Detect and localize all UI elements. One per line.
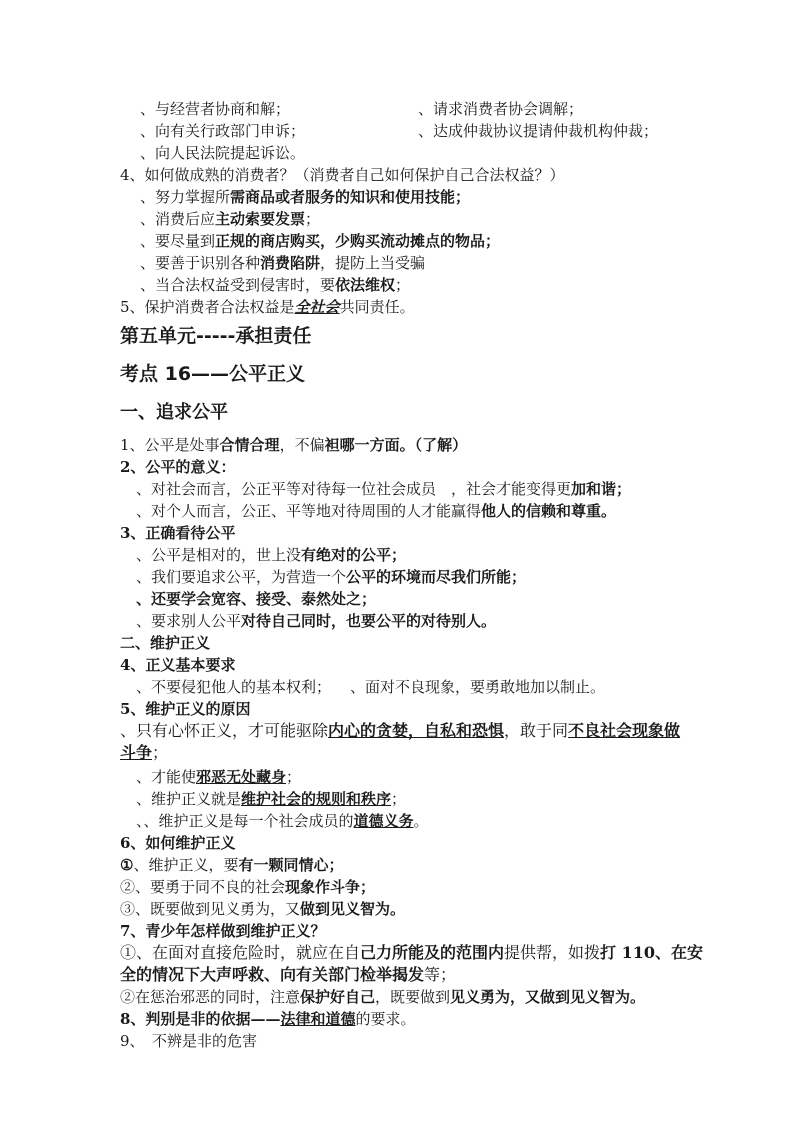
s2-line-9: 9、 不辨是非的危害: [120, 1032, 258, 1050]
s2-l7b-mid: ，既要做到: [375, 988, 451, 1006]
s2-line-5a-cont: [120, 742, 168, 764]
s1-l1-post: 。（了解）: [399, 436, 468, 454]
s2-l7a-pre: ①、在面对直接危险时，就应在自: [120, 943, 361, 962]
s1-line-3d: [136, 610, 496, 632]
section-2-title: 二、维护正义: [120, 634, 211, 652]
q4-l5-post: ；: [395, 276, 411, 294]
s1-l3a-pre: 、公平是相对的，世上没: [136, 546, 302, 564]
s2-l5a2-post: ；: [152, 743, 169, 762]
s2-l6a-bold: 有一颗同情心；: [238, 856, 344, 874]
s2-line-4b: 、面对不良现象，要勇敢地加以制止。: [350, 678, 606, 696]
rights-item-2a: 、向有关行政部门申诉；: [140, 122, 306, 140]
s2-l5b-ub: 邪恶无处藏身: [196, 768, 287, 786]
q4-l4-pre: 、要善于识别各种: [140, 254, 261, 272]
s1-heading-2: 2、公平的意义：: [120, 458, 236, 476]
s2-l6c-mark: ③: [120, 900, 136, 918]
s2-l5b-post: ；: [286, 768, 302, 786]
s2-line-7b: [120, 986, 645, 1008]
s2-line-6c: [120, 898, 405, 920]
s1-l3a-bold: 有绝对的公平；: [301, 546, 407, 564]
q4-l3-bold: 正规的商店购买，少购买流动摊点的物品；: [215, 232, 501, 250]
s1-l2b-pre: 、对个人而言，公正、平等地对待周围的人才能赢得: [136, 502, 482, 520]
s1-l2b-bold: 他人的信赖和尊重。: [481, 502, 617, 520]
s2-l7a-mid: 提供帮，如拨: [504, 943, 601, 962]
q5-pre: 5、保护消费者合法权益是: [120, 298, 295, 316]
q4-line-4: [140, 252, 425, 274]
s2-l7a2-bold: 全的情况下大声呼救、向有关部门检举揭发: [120, 965, 425, 984]
s2-heading-4: 4、正义基本要求: [120, 656, 236, 674]
s1-l3b-bold: 公平的环境而尽我们所能；: [346, 568, 527, 586]
s1-l3d-pre: 、要求别人公平: [136, 612, 242, 630]
s1-l1-pre: 1、公平是处事: [120, 436, 220, 454]
s2-l6a-pre: 、维护正义，要: [133, 856, 239, 874]
s2-l5c-post: ；: [391, 790, 407, 808]
s2-l5d-pre: 、、维护正义是每一个社会成员的: [136, 812, 354, 830]
s2-l6b-bold: 现象作斗争；: [285, 878, 376, 896]
s2-l5a-ub2: 不良社会现象做: [568, 721, 681, 740]
s1-line-3c: 、还要学会宽容、接受、泰然处之；: [136, 590, 377, 608]
q4-l1-bold: 需商品或者服务的知识和使用技能；: [230, 188, 471, 206]
point-title: 考点 16——公平正义: [120, 363, 306, 385]
q4-l1-pre: 、努力掌握所: [140, 188, 231, 206]
s2-l6c-bold: 做到见义智为。: [300, 900, 406, 918]
rights-item-1a: 、与经营者协商和解；: [140, 100, 291, 118]
s2-line-5b: [136, 766, 301, 788]
s2-l5d-post: 。: [413, 812, 429, 830]
s2-l6b-pre: 、要勇于同不良的社会: [135, 878, 286, 896]
s2-line-5a: [120, 720, 680, 742]
s2-l5c-ub: 维护社会的规则和秩序: [241, 790, 392, 808]
s2-h8-ub: 法律和道德: [280, 1010, 356, 1028]
s1-heading-3: 3、正确看待公平: [120, 524, 236, 542]
rights-item-2b: 、达成仲裁协议提请仲裁机构仲裁；: [418, 122, 659, 140]
s2-l7b-pre: ②在惩治邪恶的同时，注意: [120, 988, 301, 1006]
s1-line-2a: [136, 478, 631, 500]
s2-l6b-mark: ②: [120, 878, 136, 896]
s1-line-1: [120, 434, 467, 456]
s2-heading-7: 7、青少年怎样做到维护正义？: [120, 922, 326, 940]
s2-h8-pre: 8、判别是非的依据——: [120, 1010, 281, 1028]
q4-l2-pre: 、消费后应: [140, 210, 216, 228]
q4-line-2: [140, 208, 320, 230]
s2-l5c-pre: 、维护正义就是: [136, 790, 242, 808]
s2-line-6a: [120, 854, 343, 876]
s1-line-3b: [136, 566, 526, 588]
q4-l5-pre: 、当合法权益受到侵害时，要: [140, 276, 336, 294]
s2-heading-6: 6、如何维护正义: [120, 834, 236, 852]
s2-l5a2-ub: 斗争: [120, 743, 153, 762]
s1-l2a-pre: 、对社会而言，公正平等对待每一位社会成员 ，社会才能变得更: [136, 480, 572, 498]
q4-l3-pre: 、要尽量到: [140, 232, 216, 250]
s2-l5a-mid: ，敢于同: [504, 721, 569, 740]
s1-l1-mid: ，不偏: [279, 436, 325, 454]
q4-title: 4、如何做成熟的消费者？（消费者自己如何保护自己合法权益？）: [120, 166, 565, 184]
s2-l7a-b1: 己力所能及的范围内: [360, 943, 505, 962]
s2-l6a-mark: ①: [120, 856, 134, 874]
s2-l7a-b2: 打 110、在安: [600, 943, 704, 962]
q4-line-5: [140, 274, 410, 296]
s1-line-2b: [136, 500, 616, 522]
s1-line-3a: [136, 544, 406, 566]
s1-l2a-bold: 加和谐；: [571, 480, 632, 498]
s2-l5b-pre: 、才能使: [136, 768, 197, 786]
rights-item-1b: 、请求消费者协会调解；: [418, 100, 584, 118]
q4-l4-bold: 消费陷阱: [260, 254, 321, 272]
q4-l2-bold: 主动索要发票: [215, 210, 306, 228]
s2-l5d-ub: 道德义务: [353, 812, 414, 830]
s2-l6c-pre: 、既要做到见义勇为，又: [135, 900, 301, 918]
s2-l7b-b1: 保护好自己: [300, 988, 376, 1006]
q4-l2-post: ；: [305, 210, 321, 228]
section-1-title: 一、追求公平: [120, 402, 228, 423]
s2-l5a-ub: 内心的贪婪，自私和恐惧: [328, 721, 505, 740]
s2-l7a2-post: 等；: [424, 965, 457, 984]
s2-heading-5: 5、维护正义的原因: [120, 700, 251, 718]
s2-h8-post: 的要求。: [355, 1010, 416, 1028]
q4-l5-bold: 依法维权: [335, 276, 396, 294]
s2-line-8: [120, 1008, 415, 1030]
q4-l4-post: ，提防上当受骗: [320, 254, 426, 272]
unit-title: 第五单元-----承担责任: [120, 325, 312, 347]
s1-l1-b2: 袒哪一方面: [324, 436, 400, 454]
s1-l3d-bold: 对待自己同时，也要公平的对待别人。: [241, 612, 497, 630]
s1-l3b-pre: 、我们要追求公平，为营造一个: [136, 568, 347, 586]
s2-line-5c: [136, 788, 406, 810]
q5-line: [120, 296, 415, 318]
rights-item-3: 、向人民法院提起诉讼。: [140, 144, 306, 162]
q4-line-1: [140, 186, 470, 208]
s2-line-4a: 、不要侵犯他人的基本权利；: [136, 678, 332, 696]
q4-line-3: [140, 230, 500, 252]
s2-l7b-b2: 见义勇为，又做到见义智为。: [450, 988, 646, 1006]
s2-line-5d: [136, 810, 429, 832]
s2-line-6b: [120, 876, 375, 898]
s2-line-7a-cont: [120, 964, 456, 986]
s2-l5a-pre: 、只有心怀正义，才可能驱除: [120, 721, 329, 740]
s1-l1-b1: 合情合理: [219, 436, 280, 454]
q5-emphasis: 全社会: [294, 298, 340, 316]
s2-line-7a: [120, 942, 703, 964]
q5-post: 共同责任。: [339, 298, 415, 316]
